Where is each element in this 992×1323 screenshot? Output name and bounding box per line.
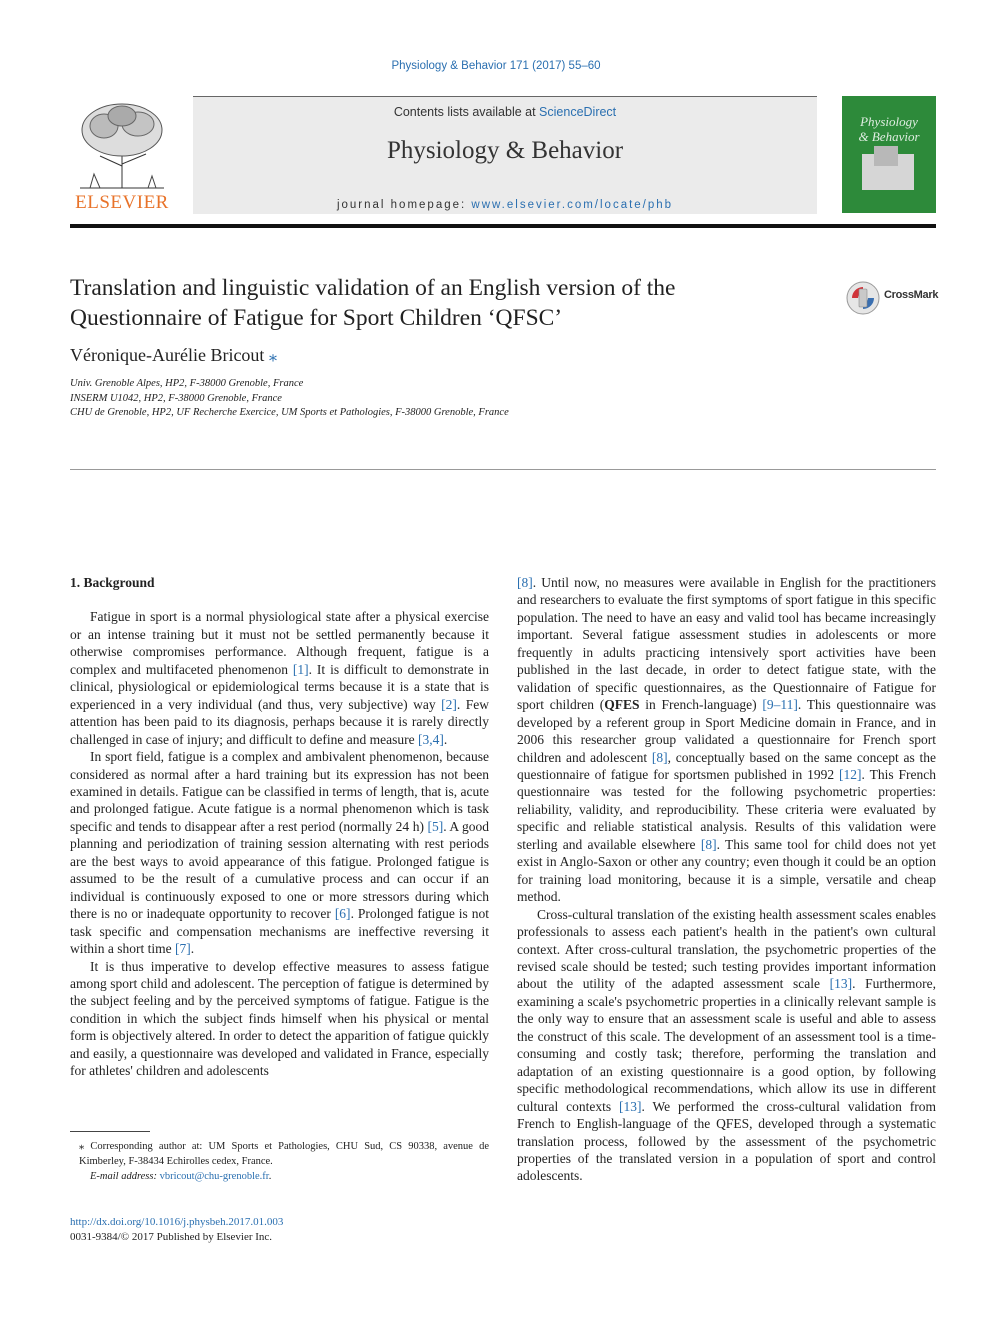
body-column-right — [517, 574, 936, 1185]
section-divider — [70, 469, 936, 470]
citation-ref[interactable]: [8] — [517, 575, 533, 590]
journal-title[interactable]: Physiology & Behavior — [386, 137, 624, 164]
affiliation-1: Univ. Grenoble Alpes, HP2, F-38000 Grenoble, France — [70, 378, 304, 389]
journal-cover-thumbnail[interactable] — [842, 96, 936, 213]
copyright-line: 0031-9384/© 2017 Published by Elsevier Inc. — [70, 1231, 273, 1243]
body-column-left — [70, 574, 489, 1080]
affiliation-2: INSERM U1042, HP2, F-38000 Grenoble, France — [70, 392, 282, 404]
citation-ref[interactable]: [5] — [427, 818, 444, 834]
homepage-link[interactable]: www.elsevier.com/locate/phb — [471, 199, 674, 211]
email-link[interactable]: vbricout@chu-grenoble.fr — [159, 1171, 269, 1182]
citation-ref[interactable]: [9–11] — [762, 697, 798, 713]
cover-title-line1: Physiology — [860, 114, 918, 129]
affiliation-3: CHU de Grenoble, HP2, UF Recherche Exercice, UM Sports et Pathologies, F-38000 Grenoble, France — [70, 407, 509, 418]
contents-prefix: Contents lists available at — [393, 105, 540, 119]
citation-ref[interactable]: [13] — [829, 976, 853, 992]
footnote — [70, 1139, 489, 1184]
author-name[interactable]: Véronique-Aurélie Bricout — [70, 345, 265, 365]
citation-ref[interactable]: [6] — [334, 906, 351, 922]
cover-title-line2: Behavior — [871, 129, 920, 144]
affiliations — [70, 377, 509, 421]
crossmark-icon — [846, 281, 880, 315]
corresponding-author-mark[interactable]: ⁎ — [268, 348, 277, 365]
cover-title — [842, 114, 936, 144]
citation-ref[interactable]: [1] — [292, 661, 309, 677]
elsevier-logo[interactable] — [70, 96, 174, 214]
journal-citation[interactable]: Physiology & Behavior 171 (2017) 55–60 — [391, 60, 601, 72]
section-heading: 1. Background — [70, 575, 155, 590]
crossmark-button[interactable] — [846, 281, 941, 313]
corresponding-author-note: ⁎ Corresponding author at: UM Sports et Pathologies, CHU Sud, CS 90338, avenue de Kimberley, F-38434 Echirolles cedex, France. — [79, 1141, 489, 1167]
article-title-line2: Questionnaire of Fatigue for Sport Children ‘QFSC’ — [70, 305, 563, 331]
email-label: E-mail address: — [90, 1171, 160, 1182]
doi-block — [70, 1215, 283, 1245]
header-divider — [70, 224, 936, 228]
elsevier-tree-icon — [70, 96, 174, 192]
paragraph-3: It is thus imperative to develop effective measures to assess fatigue among sport child and adolescent. The perception of fatigue is determined by the subject feeling and by the perceived symptoms of fatigue. Fatigue is the condition in which the subject finds himself when his physical or mental form is objectively altered. In order to detect the apparition of fatigue quickly and easily, a questionnaire was developed and validated in France, especially for athletes' children and adolescents — [70, 958, 489, 1079]
footnote-mark: ⁎ — [79, 1141, 85, 1152]
paragraph-4: Cross-cultural translation of the existing health assessment scales enables professionals to assess each patient's health in the patient's own cultural context. After cross-cultural translation, the psychometric properties of the revised scale should be tested; such testing provides important information about the utility of the adapted assessment scale [13]. Furthermore, examining a scale's psychometric properties in a clinically relevant sample is the only way to ensure that an assessment scale is useful and able to assess the construct of this scale. The development of an assessment tool is a time-consuming and costly task; therefore, performing the translation and adaptation of an existing questionnaire is a good option, by following specific methodological recommendations, which allow its use in different cultural contexts [13]. We performed the cross-cultural validation from French to English-language of the QFES, developed through a systematic translation process, followed by the assessment of the psychometric properties of the translated version in a population of sport and control adolescents. — [517, 906, 936, 1184]
article-title-line1: Translation and linguistic validation of an English version of the — [70, 275, 676, 301]
article-title — [70, 273, 770, 333]
email-line: E-mail address: vbricout@chu-grenoble.fr. — [90, 1171, 272, 1182]
author-line — [70, 345, 277, 366]
citation-ref[interactable]: [7] — [175, 941, 191, 957]
citation-ref[interactable]: [8] — [700, 836, 717, 852]
citation-ref[interactable]: [12] — [839, 766, 862, 782]
paragraph-1: Fatigue in sport is a normal physiological state after a physical exercise or an intense training but it must not be settled permanently because it otherwise compromises performance. Although frequent, fatigue is a complex and multifaceted phenomenon [1]. It is difficult to demonstrate in clinical, physiological or epidemiological terms because it is a state that is experienced in a very individual (and thus, very subjective) way [2]. Few attention has been paid to its diagnosis, perhaps because it is rarely directly challenged in case of injury; and difficult to define and measure [3,4]. — [70, 609, 489, 747]
citation-ref[interactable]: [13] — [619, 1098, 642, 1114]
crossmark-label: CrossMark — [884, 289, 939, 301]
homepage-line — [193, 199, 817, 211]
paragraph-3-cont: [8]. Until now, no measures were available in English for the practitioners and researchers to evaluate the first symptoms of sport fatigue in this specific population. The need to have an easy and valid tool has became increasingly important. Several fatigue assessment studies in adolescents or more frequently in adults practicing intensively sport activities have been published in the last decade, in order to detect fatigue state, with the validation of specific questionnaires, as the Questionnaire of Fatigue for sport children (QFES in French-language) [9–11]. This questionnaire was developed by a referent group in Sport Medicine domain in France, and in 2006 this researcher group validated a questionnaire for French sport children and adolescent [8], conceptually based on the same concept as the questionnaire of fatigue for sportsmen published in 1992 [12]. This French questionnaire was tested for the following psychometric properties: reliability, validity, and reproducibility. These criteria were evaluated by specific and reliable statistical analysis. Results of this validation were sterling and available elsewhere [8]. This same tool for child does not yet exist in Anglo-Saxon or other any country; even though it could be an option for training load monitoring, because it is a simple, versatile and cheap method. — [517, 575, 936, 905]
homepage-prefix: journal homepage: — [336, 199, 472, 211]
citation-ref[interactable]: [8] — [651, 749, 668, 765]
cover-graphic-inner — [874, 146, 898, 166]
qfes-bold: QFES — [604, 697, 640, 713]
footnote-divider — [70, 1131, 150, 1132]
contents-line — [193, 105, 817, 119]
cover-title-amp: & — [858, 129, 869, 144]
citation-ref[interactable]: [2] — [441, 696, 457, 712]
elsevier-wordmark: ELSEVIER — [75, 192, 169, 213]
journal-masthead — [193, 96, 817, 214]
paragraph-2: In sport field, fatigue is a complex and ambivalent phenomenon, because considered as normal after a hard training but its expression has not been examined in details. Fatigue can be classified in terms of length, that is, acute and prolonged fatigue. Acute fatigue is a normal phenomenon which is task specific and tends to disappear after a rest period (normally 24 h) [5]. A good planning and periodization of training session alternating with rest periods are the best ways to avoid appearance of this fatigue. Prolonged fatigue is assumed to be the result of a cumulative process and can occur if an individual is continuously exposed to one or more stressors during which there is no or inadequate opportunity to recover [6]. Prolonged fatigue is not task specific and compensation mechanisms are ineffective reversing it within a short time [7]. — [70, 749, 489, 957]
sciencedirect-link[interactable]: ScienceDirect — [539, 105, 617, 119]
citation-ref[interactable]: [3,4] — [418, 731, 444, 747]
doi-link[interactable]: http://dx.doi.org/10.1016/j.physbeh.2017.01.003 — [70, 1216, 284, 1228]
